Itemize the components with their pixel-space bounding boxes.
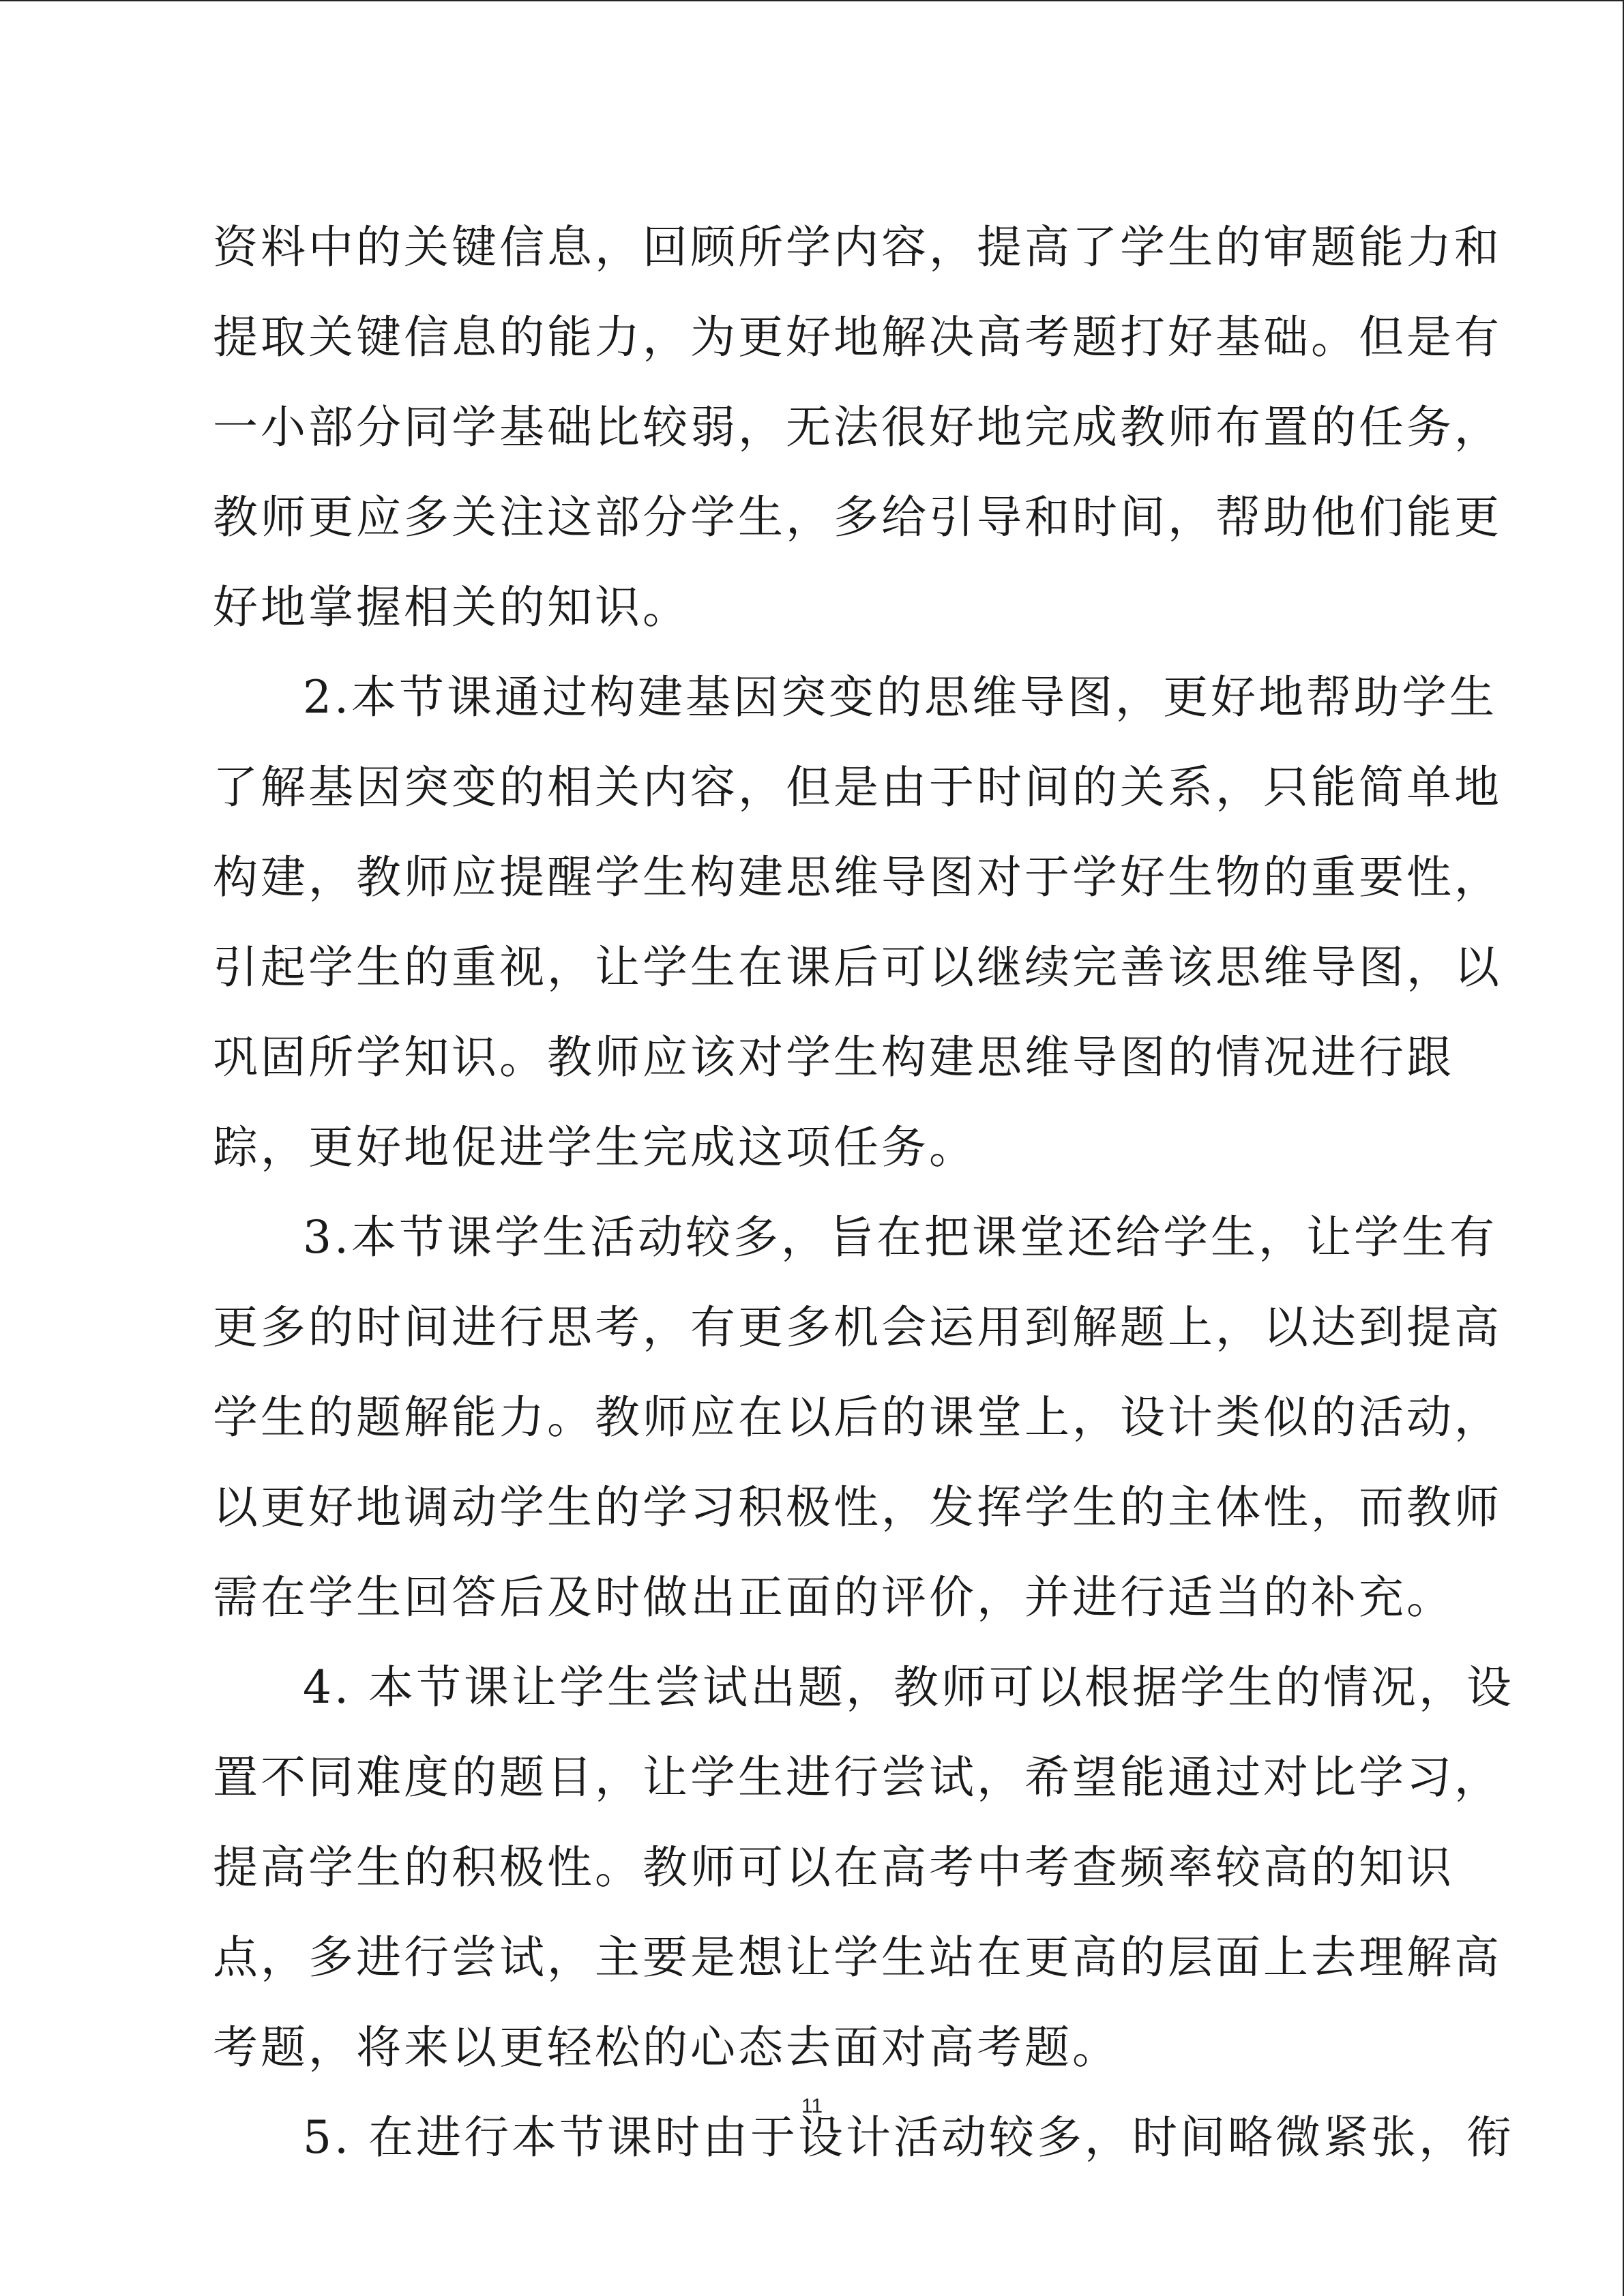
text-line: 巩固所学知识。教师应该对学生构建思维导图的情况进行跟 <box>213 1031 1454 1084</box>
text-line: 点，多进行尝试，主要是想让学生站在更高的层面上去理解高 <box>213 1931 1502 1984</box>
text-line: 引起学生的重视，让学生在课后可以继续完善该思维导图，以 <box>213 941 1502 994</box>
text-line: 好地掌握相关的知识。 <box>213 581 690 633</box>
text-line: 2.本节课通过构建基因突变的思维导图，更好地帮助学生 <box>303 671 1497 724</box>
text-line: 4. 本节课让学生尝试出题，教师可以根据学生的情况，设 <box>303 1661 1514 1714</box>
text-line: 资料中的关键信息，回顾所学内容，提高了学生的审题能力和 <box>213 221 1502 273</box>
text-line: 需在学生回答后及时做出正面的评价，并进行适当的补充。 <box>213 1571 1454 1624</box>
body-text <box>213 203 1514 2183</box>
text-line: 提高学生的积极性。教师可以在高考中考查频率较高的知识 <box>213 1841 1454 1894</box>
paragraph <box>213 653 1502 1193</box>
text-line: 置不同难度的题目，让学生进行尝试，希望能通过对比学习， <box>213 1751 1502 1804</box>
paragraph <box>213 1193 1502 1643</box>
page-number: 11 <box>801 2095 823 2117</box>
text-line: 5. 在进行本节课时由于设计活动较多，时间略微紧张，衔 <box>303 2111 1514 2164</box>
text-line: 教师更应多关注这部分学生，多给引导和时间，帮助他们能更 <box>213 491 1502 543</box>
text-line: 提取关键信息的能力，为更好地解决高考题打好基础。但是有 <box>213 311 1502 363</box>
text-line: 以更好地调动学生的学习积极性，发挥学生的主体性，而教师 <box>213 1481 1502 1534</box>
text-line: 考题，将来以更轻松的心态去面对高考题。 <box>213 2021 1120 2074</box>
text-line: 了解基因突变的相关内容，但是由于时间的关系，只能简单地 <box>213 761 1502 814</box>
text-line: 一小部分同学基础比较弱，无法很好地完成教师布置的任务， <box>213 401 1502 453</box>
text-line: 构建，教师应提醒学生构建思维导图对于学好生物的重要性， <box>213 851 1502 904</box>
text-line: 3.本节课学生活动较多，旨在把课堂还给学生，让学生有 <box>303 1211 1497 1264</box>
paragraph <box>213 203 1502 653</box>
text-line: 更多的时间进行思考，有更多机会运用到解题上，以达到提高 <box>213 1301 1502 1354</box>
text-line: 踪，更好地促进学生完成这项任务。 <box>213 1121 977 1174</box>
paragraph <box>213 1643 1514 2093</box>
text-line: 学生的题解能力。教师应在以后的课堂上，设计类似的活动， <box>213 1391 1502 1444</box>
